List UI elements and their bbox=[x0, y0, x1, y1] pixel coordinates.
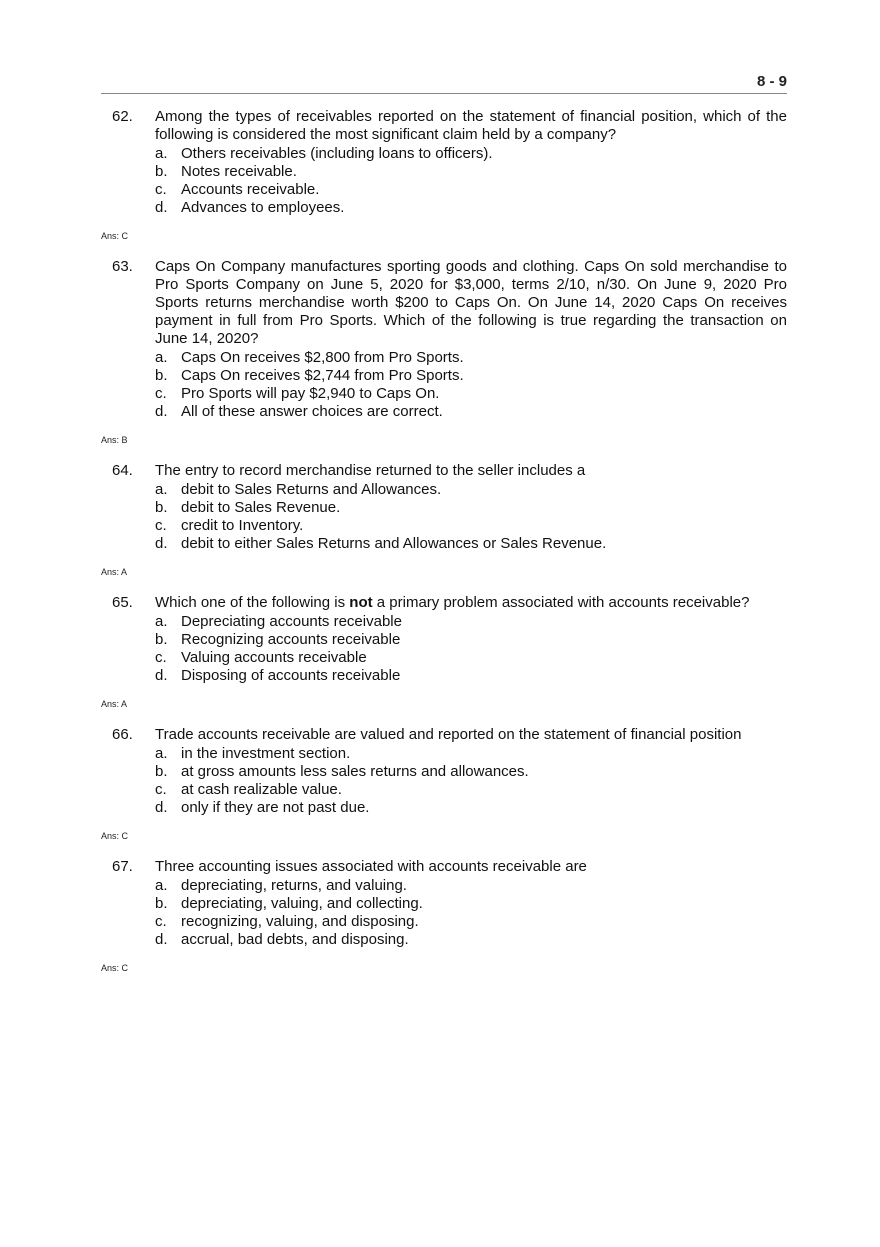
question-number: 66. bbox=[112, 726, 133, 743]
choice-text: credit to Inventory. bbox=[181, 517, 304, 534]
choice-c bbox=[155, 649, 787, 667]
choice-letter: d. bbox=[155, 931, 168, 948]
answer-key: Ans: A bbox=[101, 567, 128, 577]
choice-list bbox=[155, 613, 787, 685]
choice-letter: a. bbox=[155, 481, 168, 498]
choice-a bbox=[155, 877, 787, 895]
question-stem: Among the types of receivables reported on the statement of financial position, which of the following is considered the most significant claim held by a company? bbox=[155, 108, 787, 143]
choice-letter: c. bbox=[155, 649, 167, 666]
answer-key: Ans: C bbox=[101, 231, 129, 241]
choice-letter: a. bbox=[155, 349, 168, 366]
stem-after: a primary problem associated with accounts receivable? bbox=[372, 594, 750, 611]
choice-text: Others receivables (including loans to officers). bbox=[181, 145, 493, 162]
choice-a bbox=[155, 745, 787, 763]
choice-b bbox=[155, 631, 787, 649]
choice-b bbox=[155, 895, 787, 913]
question-stem: Caps On Company manufactures sporting goods and clothing. Caps On sold merchandise to Pro Sports Company on June 5, 2020 for $3,000, terms 2/10, n/30. On June 9, 2020 Pro Sports returns merchandise worth $200 to Caps On. On June 14, 2020 Caps On receives payment in full from Pro Sports. Which of the following is true regarding the transaction on June 14, 2020? bbox=[155, 258, 787, 347]
question-stem bbox=[155, 594, 787, 612]
question-63 bbox=[101, 258, 787, 445]
choice-text: debit to Sales Revenue. bbox=[181, 499, 341, 516]
choice-text: Caps On receives $2,744 from Pro Sports. bbox=[181, 367, 464, 384]
choice-text: Pro Sports will pay $2,940 to Caps On. bbox=[181, 385, 440, 402]
choice-d bbox=[155, 667, 787, 685]
header-rule bbox=[101, 93, 787, 94]
choice-list bbox=[155, 145, 787, 217]
choice-list bbox=[155, 481, 787, 553]
choice-text: Disposing of accounts receivable bbox=[181, 667, 401, 684]
choice-letter: b. bbox=[155, 499, 168, 516]
choice-c bbox=[155, 781, 787, 799]
choice-text: depreciating, valuing, and collecting. bbox=[181, 895, 423, 912]
question-stem: The entry to record merchandise returned to the seller includes a bbox=[155, 462, 586, 479]
choice-letter: c. bbox=[155, 181, 167, 198]
choice-letter: a. bbox=[155, 877, 168, 894]
page-number: 8 - 9 bbox=[756, 73, 787, 90]
choice-d bbox=[155, 535, 787, 553]
question-number: 62. bbox=[112, 108, 133, 125]
choice-list bbox=[155, 745, 787, 817]
question-number: 63. bbox=[112, 258, 133, 275]
choice-text: debit to either Sales Returns and Allowances or Sales Revenue. bbox=[181, 535, 607, 552]
choice-letter: c. bbox=[155, 913, 167, 930]
question-62 bbox=[101, 108, 787, 241]
question-65 bbox=[101, 594, 787, 709]
answer-key: Ans: A bbox=[101, 699, 128, 709]
choice-a bbox=[155, 481, 787, 499]
choice-c bbox=[155, 517, 787, 535]
choice-text: All of these answer choices are correct. bbox=[181, 403, 443, 420]
choice-letter: d. bbox=[155, 403, 168, 420]
choice-letter: b. bbox=[155, 631, 168, 648]
choice-d bbox=[155, 799, 787, 817]
question-number: 64. bbox=[112, 462, 133, 479]
choice-text: depreciating, returns, and valuing. bbox=[181, 877, 407, 894]
question-67 bbox=[101, 858, 787, 973]
question-stem: Three accounting issues associated with accounts receivable are bbox=[155, 858, 587, 875]
choice-text: in the investment section. bbox=[181, 745, 351, 762]
choice-letter: d. bbox=[155, 535, 168, 552]
question-number: 67. bbox=[112, 858, 133, 875]
choice-text: at cash realizable value. bbox=[181, 781, 342, 798]
choice-letter: d. bbox=[155, 199, 168, 216]
answer-key: Ans: B bbox=[101, 435, 128, 445]
stem-before: Which one of the following is bbox=[155, 594, 350, 611]
choice-b bbox=[155, 499, 787, 517]
choice-c bbox=[155, 913, 787, 931]
choice-c bbox=[155, 385, 787, 403]
question-list bbox=[101, 108, 787, 990]
choice-letter: d. bbox=[155, 667, 168, 684]
choice-text: Accounts receivable. bbox=[181, 181, 320, 198]
choice-a bbox=[155, 613, 787, 631]
choice-letter: d. bbox=[155, 799, 168, 816]
choice-b bbox=[155, 763, 787, 781]
choice-letter: c. bbox=[155, 517, 167, 534]
choice-d bbox=[155, 403, 787, 421]
stem-emphasis: not bbox=[349, 594, 373, 611]
choice-text: Notes receivable. bbox=[181, 163, 297, 180]
choice-letter: a. bbox=[155, 145, 168, 162]
question-64 bbox=[101, 462, 787, 577]
question-number: 65. bbox=[112, 594, 133, 611]
choice-text: Valuing accounts receivable bbox=[181, 649, 367, 666]
answer-key: Ans: C bbox=[101, 831, 129, 841]
choice-text: Caps On receives $2,800 from Pro Sports. bbox=[181, 349, 464, 366]
choice-text: debit to Sales Returns and Allowances. bbox=[181, 481, 442, 498]
choice-letter: a. bbox=[155, 745, 168, 762]
choice-letter: b. bbox=[155, 763, 168, 780]
choice-letter: c. bbox=[155, 385, 167, 402]
choice-letter: c. bbox=[155, 781, 167, 798]
choice-text: recognizing, valuing, and disposing. bbox=[181, 913, 419, 930]
choice-letter: b. bbox=[155, 895, 168, 912]
answer-key: Ans: C bbox=[101, 963, 129, 973]
choice-c bbox=[155, 181, 787, 199]
choice-list bbox=[155, 877, 787, 949]
choice-text: only if they are not past due. bbox=[181, 799, 370, 816]
choice-b bbox=[155, 163, 787, 181]
question-stem: Trade accounts receivable are valued and reported on the statement of financial position bbox=[155, 726, 742, 743]
choice-letter: a. bbox=[155, 613, 168, 630]
choice-text: accrual, bad debts, and disposing. bbox=[181, 931, 409, 948]
choice-a bbox=[155, 145, 787, 163]
choice-b bbox=[155, 367, 787, 385]
choice-d bbox=[155, 199, 787, 217]
choice-text: at gross amounts less sales returns and allowances. bbox=[181, 763, 529, 780]
choice-a bbox=[155, 349, 787, 367]
choice-text: Depreciating accounts receivable bbox=[181, 613, 402, 630]
choice-letter: b. bbox=[155, 163, 168, 180]
choice-text: Advances to employees. bbox=[181, 199, 345, 216]
question-66 bbox=[101, 726, 787, 841]
choice-d bbox=[155, 931, 787, 949]
choice-text: Recognizing accounts receivable bbox=[181, 631, 401, 648]
choice-list bbox=[155, 349, 787, 421]
choice-letter: b. bbox=[155, 367, 168, 384]
